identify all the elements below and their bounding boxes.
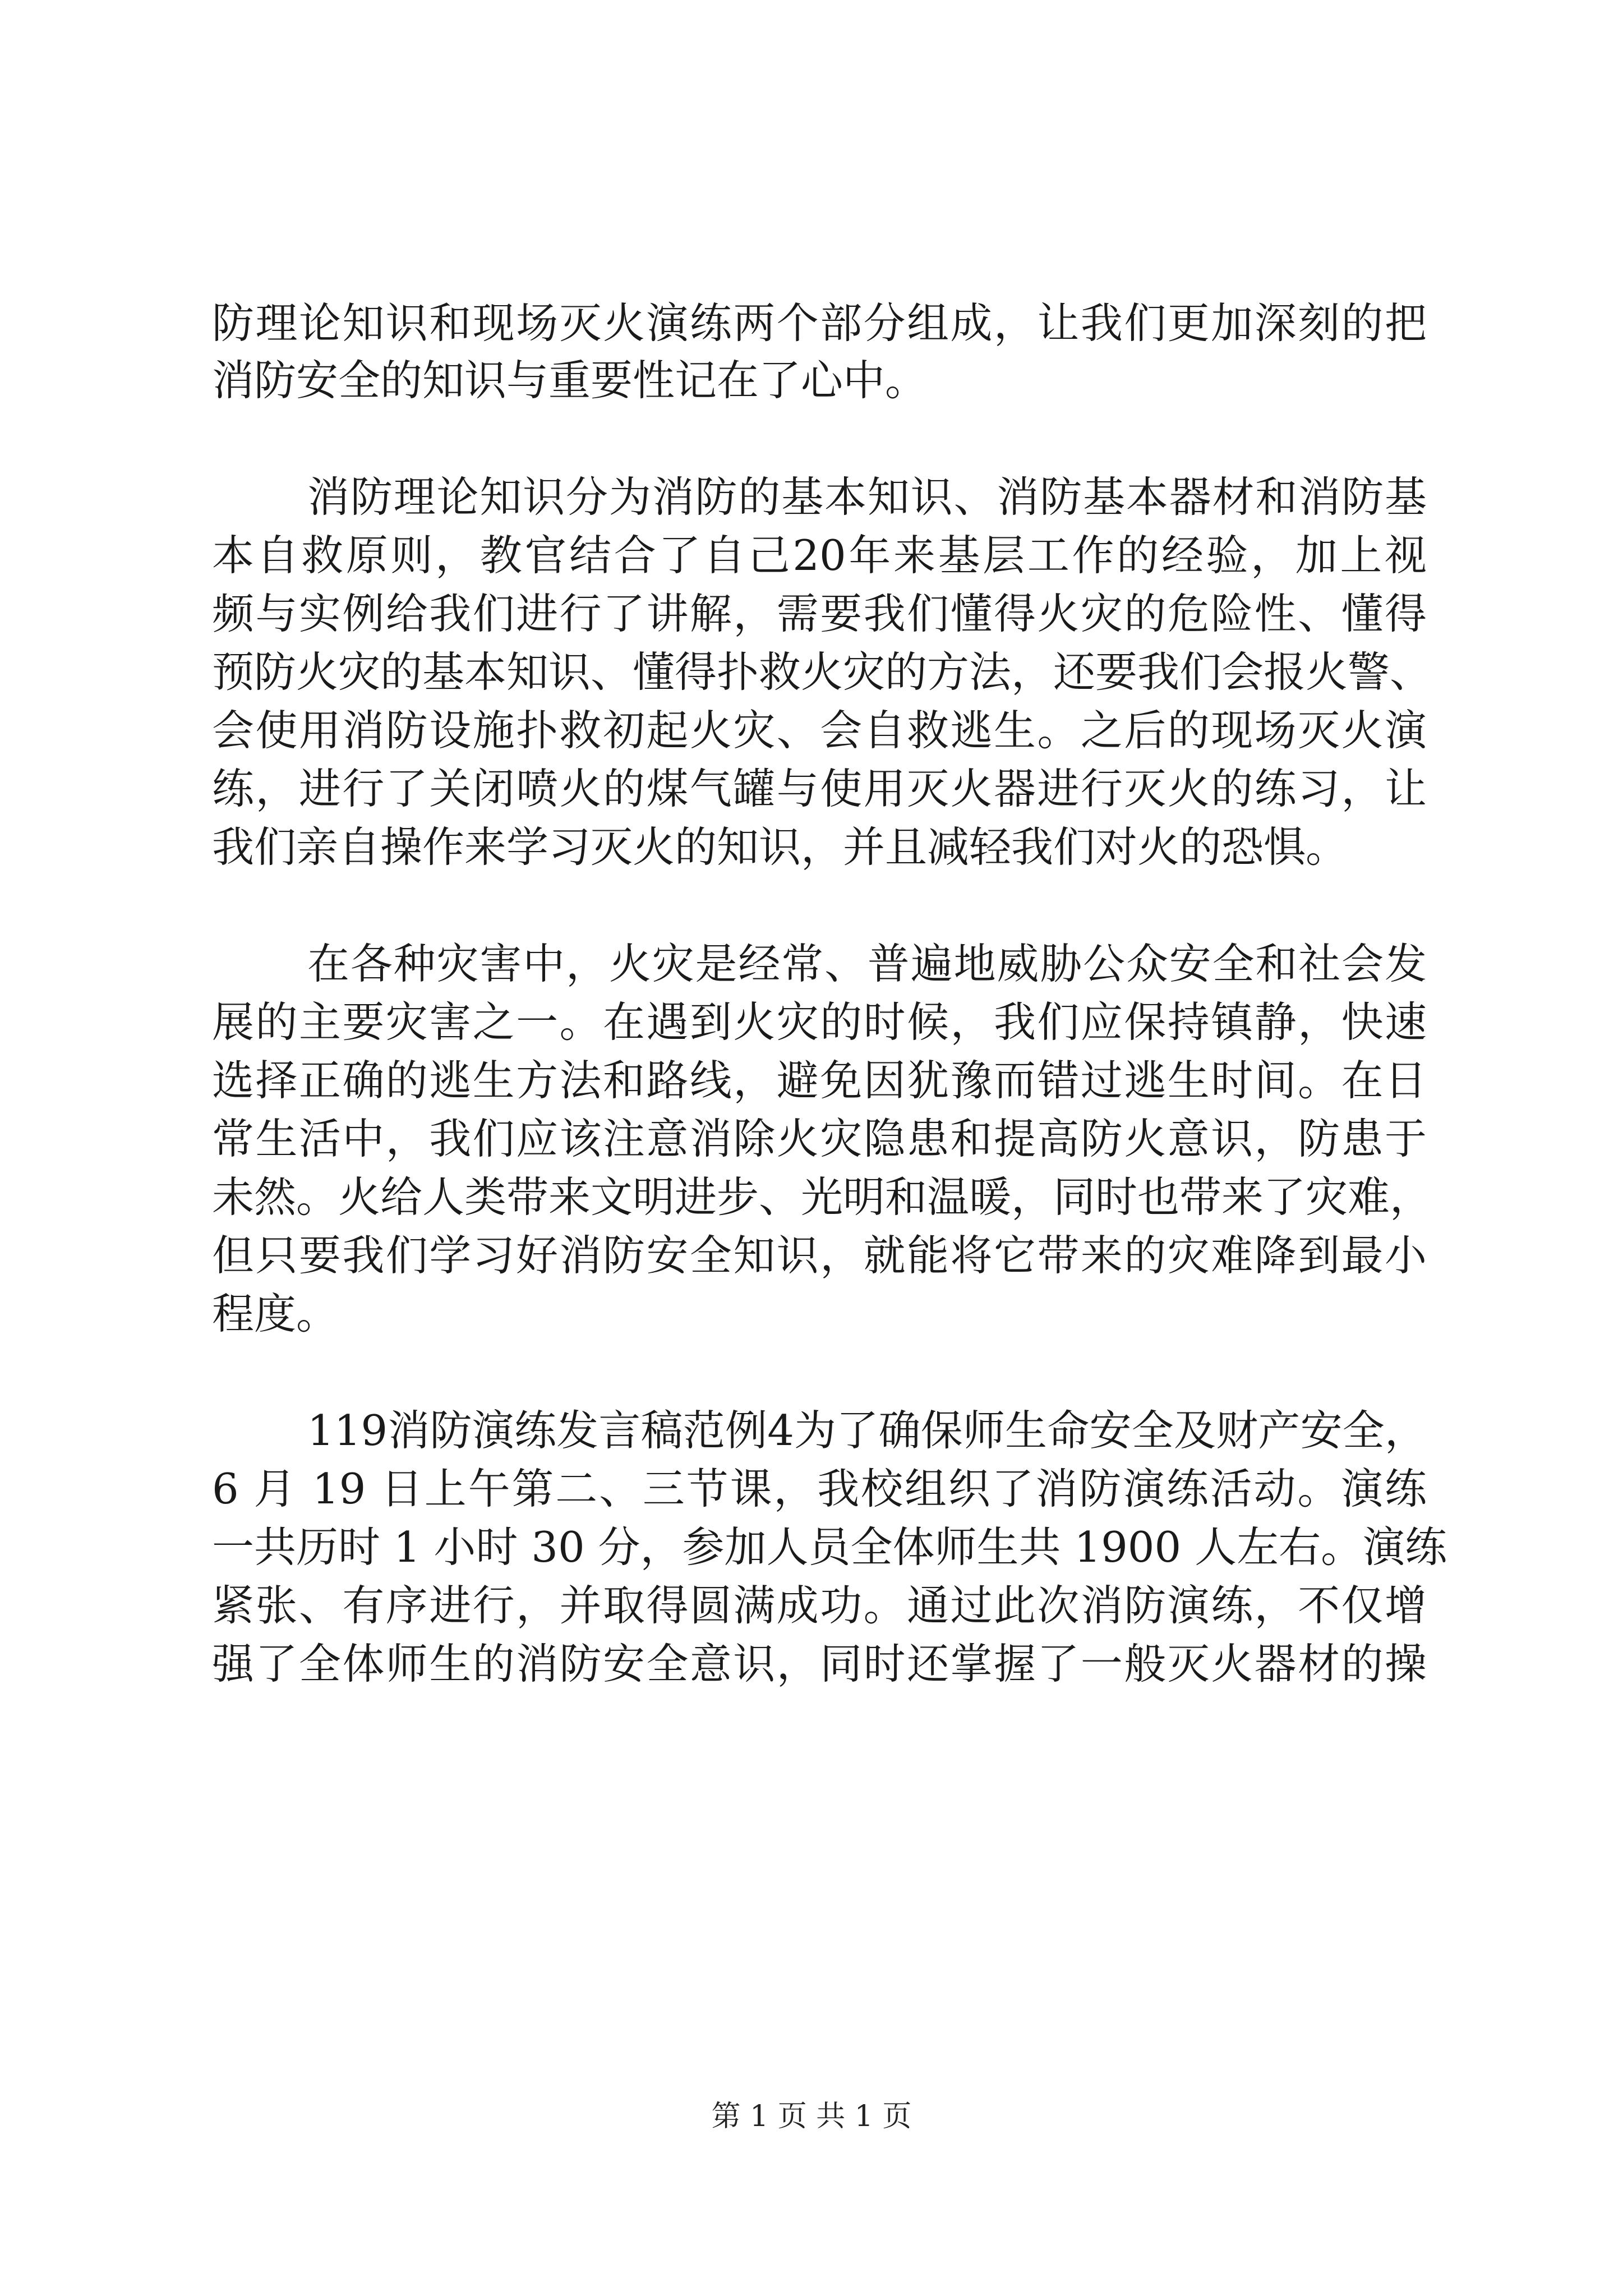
text-line: 程度。 <box>212 1289 339 1338</box>
text-line: 119消防演练发言稿范例4为了确保师生命安全及财产安全， <box>307 1406 1427 1455</box>
text-line: 消防安全的知识与重要性记在了心中。 <box>212 356 928 405</box>
text-line: 6 月 19 日上午第二、三节课，我校组织了消防演练活动。演练 <box>212 1464 1427 1513</box>
text-line: 选择正确的逃生方法和路线，避免因犹豫而错过逃生时间。在日 <box>212 1056 1427 1105</box>
text-line: 一共历时 1 小时 30 分，参加人员全体师生共 1900 人左右。演练 <box>212 1522 1447 1572</box>
text-line: 在各种灾害中，火灾是经常、普遍地威胁公众安全和社会发 <box>307 939 1427 988</box>
text-line: 频与实例给我们进行了讲解，需要我们懂得火灾的危险性、懂得 <box>212 589 1427 638</box>
text-line: 练，进行了关闭喷火的煤气罐与使用灭火器进行灭火的练习，让 <box>212 764 1427 813</box>
text-line: 我们亲自操作来学习灭火的知识，并且减轻我们对火的恐惧。 <box>212 822 1348 872</box>
text-line: 本自救原则，教官结合了自己20年来基层工作的经验，加上视 <box>212 531 1427 580</box>
text-line: 强了全体师生的消防安全意识，同时还掌握了一般灭火器材的操 <box>212 1639 1427 1688</box>
page-footer: 第 1 页 共 1 页 <box>711 2100 912 2133</box>
text-line: 会使用消防设施扑救初起火灾、会自救逃生。之后的现场灭火演 <box>212 706 1427 755</box>
text-line: 展的主要灾害之一。在遇到火灾的时候，我们应保持镇静，快速 <box>212 997 1427 1047</box>
text-line: 预防火灾的基本知识、懂得扑救火灾的方法，还要我们会报火警、 <box>212 647 1432 697</box>
text-line: 紧张、有序进行，并取得圆满成功。通过此次消防演练，不仅增 <box>212 1581 1427 1630</box>
text-line: 常生活中，我们应该注意消除火灾隐患和提高防火意识，防患于 <box>212 1114 1427 1163</box>
text-line: 消防理论知识分为消防的基本知识、消防基本器材和消防基 <box>307 472 1427 522</box>
text-line: 防理论知识和现场灭火演练两个部分组成，让我们更加深刻的把 <box>212 298 1427 348</box>
text-line: 未然。火给人类带来文明进步、光明和温暖，同时也带来了灾难， <box>212 1172 1432 1222</box>
text-line: 但只要我们学习好消防安全知识，就能将它带来的灾难降到最小 <box>212 1231 1427 1280</box>
